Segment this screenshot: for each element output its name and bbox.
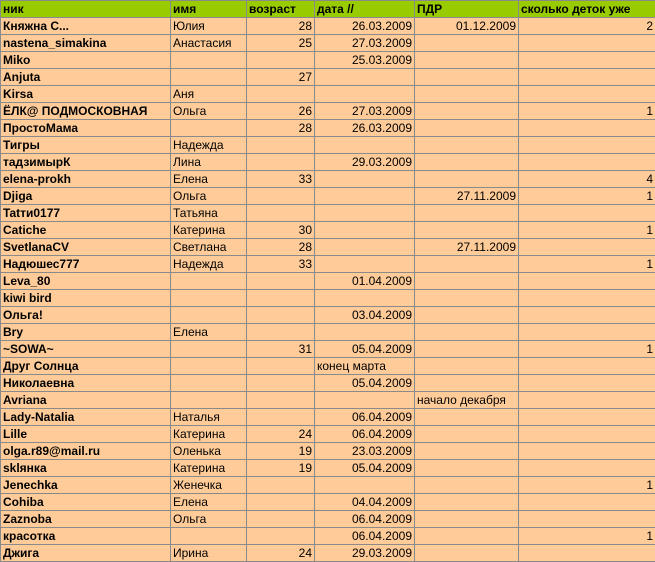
cell-kids[interactable]: 1: [519, 528, 655, 545]
header-kids[interactable]: сколько деток уже: [519, 1, 655, 18]
cell-nick[interactable]: Тигры: [1, 137, 171, 154]
cell-age[interactable]: 33: [247, 171, 315, 188]
cell-name[interactable]: [171, 392, 247, 409]
cell-kids[interactable]: 1: [519, 188, 655, 205]
table-body: [1, 18, 655, 562]
cell-date[interactable]: 04.04.2009: [315, 494, 415, 511]
cell-name[interactable]: Надежда: [171, 137, 247, 154]
table-row: [1, 256, 655, 273]
cell-name[interactable]: Елена: [171, 171, 247, 188]
cell-age[interactable]: 30: [247, 222, 315, 239]
table-row: [1, 137, 655, 154]
table-row: [1, 86, 655, 103]
cell-pdr[interactable]: [415, 52, 519, 69]
cell-pdr[interactable]: 27.11.2009: [415, 239, 519, 256]
cell-age[interactable]: 26: [247, 103, 315, 120]
table-row: [1, 392, 655, 409]
cell-kids[interactable]: [519, 409, 655, 426]
cell-age[interactable]: 28: [247, 120, 315, 137]
cell-name[interactable]: [171, 273, 247, 290]
table-row: [1, 460, 655, 477]
table-row: [1, 426, 655, 443]
cell-date[interactable]: 29.03.2009: [315, 154, 415, 171]
cell-age[interactable]: [247, 52, 315, 69]
cell-nick[interactable]: SvetlanaCV: [1, 239, 171, 256]
cell-name[interactable]: Ольга: [171, 103, 247, 120]
table-row: [1, 375, 655, 392]
table-row: [1, 324, 655, 341]
cell-nick[interactable]: Tatти0177: [1, 205, 171, 222]
cell-pdr[interactable]: [415, 307, 519, 324]
cell-age[interactable]: [247, 392, 315, 409]
cell-kids[interactable]: [519, 545, 655, 562]
cell-name[interactable]: Елена: [171, 494, 247, 511]
cell-date[interactable]: 26.03.2009: [315, 120, 415, 137]
cell-date[interactable]: [315, 69, 415, 86]
cell-kids[interactable]: [519, 307, 655, 324]
cell-date[interactable]: [315, 137, 415, 154]
cell-name[interactable]: Катерина: [171, 426, 247, 443]
cell-pdr[interactable]: [415, 511, 519, 528]
cell-age[interactable]: 31: [247, 341, 315, 358]
cell-name[interactable]: Татьяна: [171, 205, 247, 222]
header-age[interactable]: возраст: [247, 1, 315, 18]
cell-date[interactable]: [315, 290, 415, 307]
cell-pdr[interactable]: [415, 494, 519, 511]
cell-pdr[interactable]: 27.11.2009: [415, 188, 519, 205]
table-row: [1, 409, 655, 426]
cell-nick[interactable]: elena-prokh: [1, 171, 171, 188]
cell-kids[interactable]: 1: [519, 341, 655, 358]
cell-kids[interactable]: [519, 443, 655, 460]
cell-age[interactable]: 24: [247, 545, 315, 562]
cell-age[interactable]: [247, 358, 315, 375]
cell-pdr[interactable]: [415, 35, 519, 52]
cell-nick[interactable]: Cohiba: [1, 494, 171, 511]
cell-age[interactable]: [247, 511, 315, 528]
table-row: [1, 103, 655, 120]
cell-nick[interactable]: ПростоМама: [1, 120, 171, 137]
cell-nick[interactable]: Catiche: [1, 222, 171, 239]
cell-nick[interactable]: kiwi bird: [1, 290, 171, 307]
cell-name[interactable]: Женечка: [171, 477, 247, 494]
cell-age[interactable]: [247, 205, 315, 222]
cell-date[interactable]: 23.03.2009: [315, 443, 415, 460]
cell-pdr[interactable]: [415, 460, 519, 477]
cell-nick[interactable]: Надюшес777: [1, 256, 171, 273]
table-row: [1, 511, 655, 528]
cell-nick[interactable]: Николаевна: [1, 375, 171, 392]
table-row: [1, 528, 655, 545]
cell-pdr[interactable]: [415, 273, 519, 290]
cell-nick[interactable]: Lady-Natalia: [1, 409, 171, 426]
cell-date[interactable]: [315, 171, 415, 188]
cell-kids[interactable]: [519, 137, 655, 154]
table-row: [1, 239, 655, 256]
cell-kids[interactable]: [519, 35, 655, 52]
cell-name[interactable]: Катерина: [171, 222, 247, 239]
cell-kids[interactable]: [519, 290, 655, 307]
cell-kids[interactable]: [519, 86, 655, 103]
cell-pdr[interactable]: [415, 222, 519, 239]
cell-age[interactable]: [247, 137, 315, 154]
cell-nick[interactable]: Miko: [1, 52, 171, 69]
cell-age[interactable]: 25: [247, 35, 315, 52]
cell-kids[interactable]: [519, 324, 655, 341]
cell-nick[interactable]: Zaznoba: [1, 511, 171, 528]
cell-kids[interactable]: [519, 392, 655, 409]
cell-kids[interactable]: [519, 375, 655, 392]
cell-age[interactable]: 19: [247, 460, 315, 477]
cell-name[interactable]: Светлана: [171, 239, 247, 256]
header-name[interactable]: имя: [171, 1, 247, 18]
table-row: [1, 171, 655, 188]
cell-date[interactable]: 03.04.2009: [315, 307, 415, 324]
cell-pdr[interactable]: [415, 171, 519, 188]
cell-name[interactable]: Аня: [171, 86, 247, 103]
cell-date[interactable]: 05.04.2009: [315, 375, 415, 392]
cell-kids[interactable]: [519, 154, 655, 171]
cell-name[interactable]: Лина: [171, 154, 247, 171]
cell-age[interactable]: [247, 307, 315, 324]
table-row: [1, 290, 655, 307]
cell-name[interactable]: Оленька: [171, 443, 247, 460]
table-row: [1, 188, 655, 205]
table-row: [1, 154, 655, 171]
cell-kids[interactable]: 2: [519, 18, 655, 35]
cell-kids[interactable]: [519, 460, 655, 477]
cell-name[interactable]: Елена: [171, 324, 247, 341]
cell-nick[interactable]: Ольга!: [1, 307, 171, 324]
cell-name[interactable]: [171, 358, 247, 375]
cell-age[interactable]: [247, 188, 315, 205]
table-row: [1, 120, 655, 137]
cell-pdr[interactable]: 01.12.2009: [415, 18, 519, 35]
cell-nick[interactable]: тадзимырК: [1, 154, 171, 171]
cell-nick[interactable]: Anjuta: [1, 69, 171, 86]
header-row: [1, 1, 655, 18]
cell-date[interactable]: [315, 205, 415, 222]
cell-age[interactable]: [247, 86, 315, 103]
cell-date[interactable]: 06.04.2009: [315, 528, 415, 545]
cell-age[interactable]: [247, 409, 315, 426]
header-nick[interactable]: ник: [1, 1, 171, 18]
cell-pdr[interactable]: [415, 205, 519, 222]
cell-pdr[interactable]: [415, 154, 519, 171]
cell-age[interactable]: [247, 154, 315, 171]
cell-age[interactable]: 28: [247, 18, 315, 35]
cell-date[interactable]: 25.03.2009: [315, 52, 415, 69]
cell-pdr[interactable]: [415, 426, 519, 443]
cell-date[interactable]: 26.03.2009: [315, 18, 415, 35]
cell-date[interactable]: [315, 222, 415, 239]
cell-name[interactable]: Надежда: [171, 256, 247, 273]
cell-date[interactable]: [315, 477, 415, 494]
table-row: [1, 69, 655, 86]
cell-kids[interactable]: 4: [519, 171, 655, 188]
table-row: [1, 35, 655, 52]
cell-pdr[interactable]: [415, 443, 519, 460]
table-row: [1, 545, 655, 562]
cell-age[interactable]: 24: [247, 426, 315, 443]
cell-kids[interactable]: [519, 205, 655, 222]
cell-nick[interactable]: Kirsa: [1, 86, 171, 103]
cell-kids[interactable]: [519, 120, 655, 137]
cell-nick[interactable]: ЁЛК@ ПОДМОСКОВНАЯ: [1, 103, 171, 120]
cell-kids[interactable]: 1: [519, 477, 655, 494]
cell-date[interactable]: 06.04.2009: [315, 426, 415, 443]
cell-pdr[interactable]: [415, 103, 519, 120]
cell-pdr[interactable]: [415, 290, 519, 307]
cell-date[interactable]: [315, 188, 415, 205]
cell-nick[interactable]: Княжна С...: [1, 18, 171, 35]
cell-name[interactable]: [171, 290, 247, 307]
cell-date[interactable]: конец марта: [315, 358, 415, 375]
cell-age[interactable]: 33: [247, 256, 315, 273]
cell-date[interactable]: 05.04.2009: [315, 460, 415, 477]
cell-age[interactable]: 19: [247, 443, 315, 460]
cell-nick[interactable]: olga.r89@mail.ru: [1, 443, 171, 460]
table-row: [1, 205, 655, 222]
cell-nick[interactable]: ~SOWA~: [1, 341, 171, 358]
cell-date[interactable]: 06.04.2009: [315, 409, 415, 426]
table-row: [1, 52, 655, 69]
cell-name[interactable]: Ольга: [171, 188, 247, 205]
cell-nick[interactable]: Bry: [1, 324, 171, 341]
cell-age[interactable]: [247, 477, 315, 494]
cell-nick[interactable]: Джига: [1, 545, 171, 562]
cell-pdr[interactable]: [415, 69, 519, 86]
cell-age[interactable]: 27: [247, 69, 315, 86]
cell-name[interactable]: [171, 120, 247, 137]
cell-kids[interactable]: [519, 273, 655, 290]
cell-date[interactable]: [315, 86, 415, 103]
cell-nick[interactable]: Друг Солнца: [1, 358, 171, 375]
cell-age[interactable]: [247, 324, 315, 341]
cell-kids[interactable]: [519, 426, 655, 443]
cell-date[interactable]: 27.03.2009: [315, 35, 415, 52]
cell-kids[interactable]: [519, 358, 655, 375]
header-date[interactable]: дата //: [315, 1, 415, 18]
cell-date[interactable]: 01.04.2009: [315, 273, 415, 290]
cell-name[interactable]: Катерина: [171, 460, 247, 477]
cell-date[interactable]: 05.04.2009: [315, 341, 415, 358]
cell-pdr[interactable]: [415, 86, 519, 103]
table-row: [1, 494, 655, 511]
cell-nick[interactable]: Avriana: [1, 392, 171, 409]
cell-name[interactable]: [171, 528, 247, 545]
cell-kids[interactable]: 1: [519, 103, 655, 120]
cell-date[interactable]: 27.03.2009: [315, 103, 415, 120]
cell-age[interactable]: [247, 290, 315, 307]
cell-date[interactable]: 06.04.2009: [315, 511, 415, 528]
cell-date[interactable]: 29.03.2009: [315, 545, 415, 562]
cell-kids[interactable]: [519, 239, 655, 256]
cell-name[interactable]: [171, 307, 247, 324]
cell-date[interactable]: [315, 324, 415, 341]
cell-nick[interactable]: sklянка: [1, 460, 171, 477]
cell-pdr[interactable]: [415, 324, 519, 341]
cell-date[interactable]: [315, 392, 415, 409]
cell-pdr[interactable]: [415, 256, 519, 273]
table-row: [1, 341, 655, 358]
cell-nick[interactable]: Jenechka: [1, 477, 171, 494]
cell-name[interactable]: [171, 375, 247, 392]
cell-age[interactable]: [247, 375, 315, 392]
cell-kids[interactable]: 1: [519, 256, 655, 273]
cell-name[interactable]: Ирина: [171, 545, 247, 562]
cell-date[interactable]: [315, 256, 415, 273]
cell-nick[interactable]: nastena_simakina: [1, 35, 171, 52]
table-row: [1, 477, 655, 494]
cell-pdr[interactable]: [415, 120, 519, 137]
cell-pdr[interactable]: [415, 375, 519, 392]
cell-pdr[interactable]: [415, 341, 519, 358]
cell-pdr[interactable]: [415, 358, 519, 375]
cell-nick[interactable]: красотка: [1, 528, 171, 545]
table-row: [1, 18, 655, 35]
cell-name[interactable]: Наталья: [171, 409, 247, 426]
cell-kids[interactable]: [519, 69, 655, 86]
cell-name[interactable]: Ольга: [171, 511, 247, 528]
cell-pdr[interactable]: [415, 477, 519, 494]
table-row: [1, 273, 655, 290]
cell-name[interactable]: [171, 69, 247, 86]
cell-age[interactable]: [247, 494, 315, 511]
cell-nick[interactable]: Leva_80: [1, 273, 171, 290]
cell-name[interactable]: Юлия: [171, 18, 247, 35]
cell-pdr[interactable]: [415, 528, 519, 545]
cell-pdr[interactable]: начало декабря: [415, 392, 519, 409]
cell-pdr[interactable]: [415, 137, 519, 154]
cell-age[interactable]: [247, 273, 315, 290]
table-row: [1, 222, 655, 239]
cell-age[interactable]: 28: [247, 239, 315, 256]
cell-age[interactable]: [247, 528, 315, 545]
cell-kids[interactable]: [519, 511, 655, 528]
cell-name[interactable]: Анастасия: [171, 35, 247, 52]
cell-nick[interactable]: Djiga: [1, 188, 171, 205]
cell-date[interactable]: [315, 239, 415, 256]
cell-nick[interactable]: Lille: [1, 426, 171, 443]
cell-name[interactable]: [171, 52, 247, 69]
cell-kids[interactable]: 1: [519, 222, 655, 239]
cell-pdr[interactable]: [415, 545, 519, 562]
table-row: [1, 307, 655, 324]
cell-name[interactable]: [171, 341, 247, 358]
table-row: [1, 443, 655, 460]
header-pdr[interactable]: ПДР: [415, 1, 519, 18]
cell-pdr[interactable]: [415, 409, 519, 426]
cell-kids[interactable]: [519, 52, 655, 69]
cell-kids[interactable]: [519, 494, 655, 511]
table-row: [1, 358, 655, 375]
